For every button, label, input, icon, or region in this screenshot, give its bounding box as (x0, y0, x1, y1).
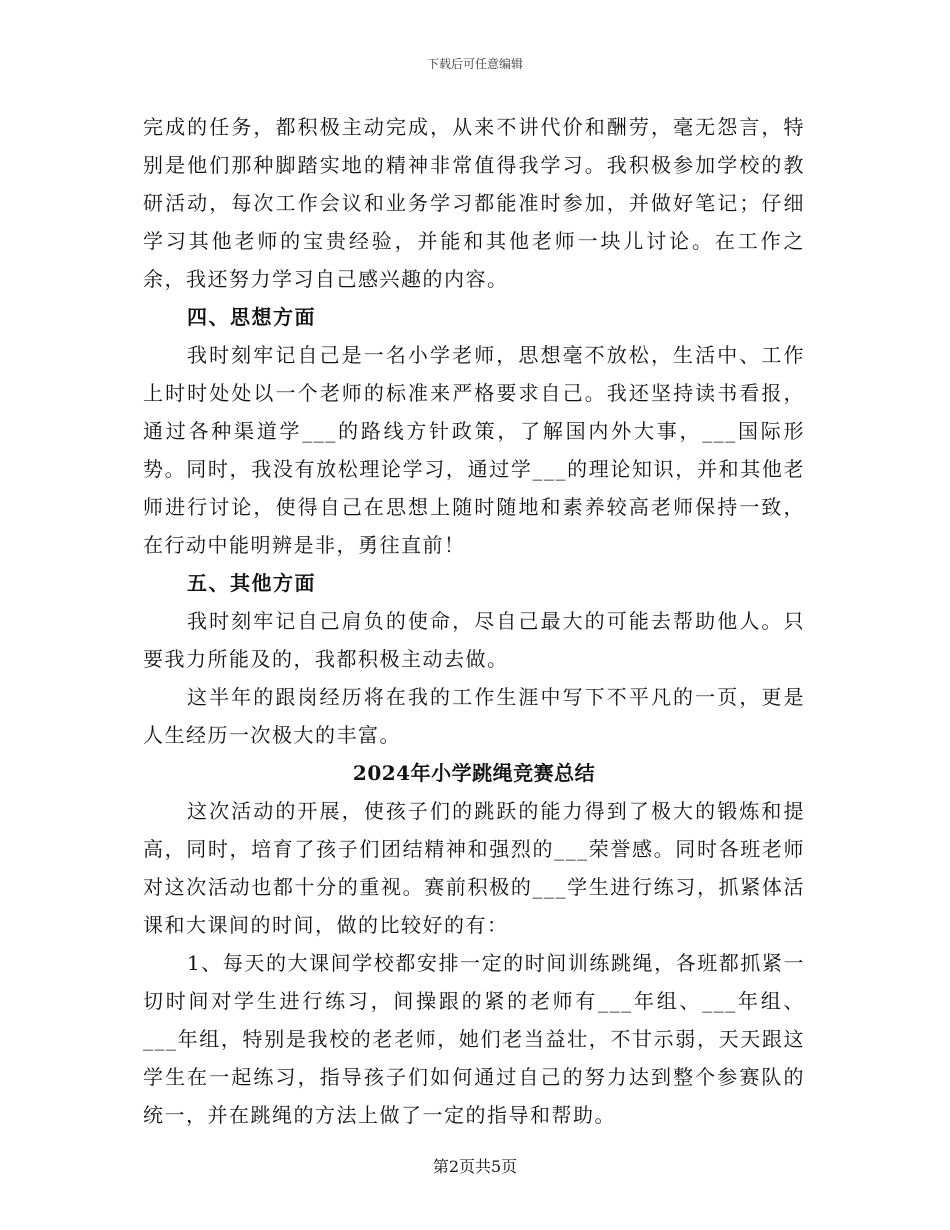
document-body (143, 108, 805, 1134)
page-header: 下载后可任意编辑 (426, 57, 523, 71)
section-heading-thought: 四、思想方面 (187, 305, 316, 329)
paragraph-conclusion: 这半年的跟岗经历将在我的工作生涯中写下不平凡的一页，更是人生经历一次极大的丰富。 (143, 685, 805, 747)
paragraph-mission: 我时刻牢记自己肩负的使命，尽自己最大的可能去帮助他人。只要我力所能及的，我都积极主动去做。 (143, 609, 805, 671)
paragraph-continuation: 完成的任务，都积极主动完成，从来不讲代价和酬劳，毫无怨言，特别是他们那种脚踏实地的精神非常值得我学习。我积极参加学校的教研活动，每次工作会议和业务学习都能准时参加，并做好笔记；仔细学习其他老师的宝贵经验，并能和其他老师一块儿讨论。在工作之余，我还努力学习自己感兴趣的内容。 (143, 115, 805, 291)
section-heading-other: 五、其他方面 (187, 571, 316, 595)
paragraph-activity: 这次活动的开展，使孩子们的跳跃的能力得到了极大的锻炼和提高，同时，培育了孩子们团结精神和强烈的___荣誉感。同时各班老师对这次活动也都十分的重视。赛前积极的___学生进行练习，抓紧体活课和大课间的时间，做的比较好的有： (143, 799, 805, 937)
page-number: 第2页共5页 (432, 1157, 518, 1176)
paragraph-thought: 我时刻牢记自己是一名小学老师，思想毫不放松，生活中、工作上时时处处以一个老师的标准来严格要求自己。我还坚持读书看报，通过各种渠道学___的路线方针政策，了解国内外大事，___国际形势。同时，我没有放松理论学习，通过学___的理论知识，并和其他老师进行讨论，使得自己在思想上随时随地和素养较高老师保持一致，在行动中能明辨是非，勇往直前！ (143, 343, 805, 557)
document-title: 2024年小学跳绳竞赛总结 (352, 761, 596, 785)
paragraph-item-1: 1、每天的大课间学校都安排一定的时间训练跳绳，各班都抓紧一切时间对学生进行练习，间操跟的紧的老师有___年组、___年组、___年组，特别是我校的老老师，她们老当益壮，不甘示弱，天天跟这学生在一起练习，指导孩子们如何通过自己的努力达到整个参赛队的统一，并在跳绳的方法上做了一定的指导和帮助。 (143, 951, 805, 1127)
